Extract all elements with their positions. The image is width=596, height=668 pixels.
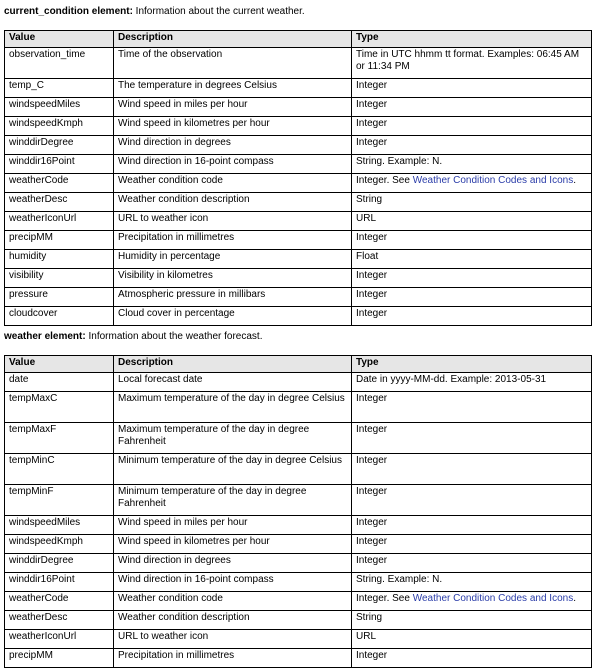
weather-heading [4,331,262,343]
type-cell-text: Integer [356,99,388,110]
type-cell [352,79,592,98]
table-row [5,592,592,611]
description-cell [114,193,352,212]
type-cell-text: Integer [356,137,388,148]
description-cell-text: Visibility in kilometres [118,270,213,281]
type-cell [352,630,592,649]
value-cell [5,155,114,174]
description-cell [114,250,352,269]
description-cell [114,269,352,288]
current-condition-table [4,30,592,326]
weather-codes-link[interactable]: Weather Condition Codes and Icons [412,593,574,604]
value-cell [5,307,114,326]
description-cell [114,212,352,231]
description-cell [114,307,352,326]
description-cell-text: Wind direction in degrees [118,555,231,566]
value-cell [5,392,114,423]
column-header-type: Type [352,31,592,48]
table-row [5,307,592,326]
type-cell-suffix: . [573,593,576,604]
value-cell-text: temp_C [9,80,45,91]
value-cell-text: tempMinF [9,486,54,497]
description-cell [114,174,352,193]
type-cell [352,155,592,174]
value-cell [5,592,114,611]
description-cell [114,649,352,668]
description-cell-text: Weather condition code [118,593,223,604]
value-cell [5,231,114,250]
value-cell [5,535,114,554]
value-cell-text: tempMinC [9,455,55,466]
type-cell [352,485,592,516]
type-cell [352,307,592,326]
value-cell [5,250,114,269]
description-cell-text: Humidity in percentage [118,251,221,262]
description-cell-text: Local forecast date [118,374,203,385]
table-row [5,649,592,668]
value-cell [5,485,114,516]
value-cell-text: date [9,374,29,385]
type-cell-text: Integer [356,308,388,319]
type-cell [352,117,592,136]
description-cell [114,98,352,117]
column-header-description: Description [114,356,352,373]
table-row [5,117,592,136]
value-cell [5,573,114,592]
value-cell [5,117,114,136]
description-cell [114,535,352,554]
description-cell-text: Wind direction in 16-point compass [118,574,274,585]
value-cell [5,554,114,573]
type-cell [352,516,592,535]
description-cell-text: Cloud cover in percentage [118,308,235,319]
value-cell-text: weatherCode [9,175,69,186]
table-row [5,250,592,269]
current-condition-rows [5,48,592,326]
type-cell-text: Integer [356,555,388,566]
description-cell-text: Wind direction in 16-point compass [118,156,274,167]
heading-bold: weather element: [4,331,86,342]
type-cell [352,250,592,269]
type-cell [352,423,592,454]
type-cell [352,193,592,212]
description-cell-text: Wind speed in miles per hour [118,99,248,110]
value-cell-text: windspeedKmph [9,118,83,129]
type-cell-text: Date in yyyy-MM-dd. Example: 2013-05-31 [356,374,547,385]
type-cell-text: Integer. See [356,175,413,186]
table-header-row [5,356,592,373]
type-cell-text: Integer [356,650,388,661]
description-cell-text: Precipitation in millimetres [118,650,235,661]
type-cell-text: Integer [356,517,388,528]
value-cell [5,516,114,535]
heading-text: Information about the current weather. [132,6,305,17]
table-row [5,630,592,649]
description-cell-text: Time of the observation [118,49,223,60]
type-cell-text: Integer. See [356,593,413,604]
type-cell-text: Integer [356,80,388,91]
description-cell [114,117,352,136]
type-cell [352,373,592,392]
type-cell-text: Integer [356,270,388,281]
description-cell-text: Maximum temperature of the day in degree Celsius [118,393,345,404]
type-cell-text: URL [356,213,377,224]
type-cell-text: Integer [356,289,388,300]
table-row [5,136,592,155]
description-cell [114,288,352,307]
description-cell-text: The temperature in degrees Celsius [118,80,277,91]
description-cell [114,392,352,423]
value-cell-text: winddirDegree [9,555,74,566]
table-row [5,535,592,554]
type-cell-text: Float [356,251,379,262]
description-cell-text: Wind speed in kilometres per hour [118,536,270,547]
description-cell-text: Wind speed in kilometres per hour [118,118,270,129]
description-cell-text: Maximum temperature of the day in degree Fahrenheit [118,424,310,447]
column-header-description: Description [114,31,352,48]
value-cell-text: windspeedMiles [9,99,81,110]
table-row [5,554,592,573]
value-cell [5,48,114,79]
type-cell-text: Time in UTC hhmm tt format. Examples: 06:45 AM or 11:34 PM [356,49,580,72]
description-cell [114,630,352,649]
column-header-type: Type [352,356,592,373]
value-cell-text: precipMM [9,650,53,661]
description-cell [114,516,352,535]
value-cell-text: pressure [9,289,48,300]
description-cell [114,231,352,250]
value-cell-text: weatherCode [9,593,69,604]
description-cell [114,454,352,485]
value-cell-text: observation_time [9,49,86,60]
description-cell [114,373,352,392]
table-row [5,454,592,485]
value-cell-text: weatherIconUrl [9,213,77,224]
value-cell [5,630,114,649]
type-cell-text: Integer [356,118,388,129]
description-cell [114,485,352,516]
description-cell-text: URL to weather icon [118,213,209,224]
table-row [5,269,592,288]
description-cell [114,155,352,174]
type-cell [352,535,592,554]
description-cell-text: Atmospheric pressure in millibars [118,289,266,300]
value-cell-text: weatherIconUrl [9,631,77,642]
table-row [5,392,592,423]
value-cell-text: windspeedKmph [9,536,83,547]
type-cell [352,592,592,611]
value-cell-text: precipMM [9,232,53,243]
table-row [5,611,592,630]
value-cell-text: visibility [9,270,44,281]
heading-bold: current_condition element: [4,6,133,17]
value-cell [5,136,114,155]
description-cell [114,573,352,592]
type-cell-text: URL [356,631,377,642]
value-cell [5,174,114,193]
type-cell [352,48,592,79]
value-cell-text: windspeedMiles [9,517,81,528]
table-row [5,212,592,231]
description-cell [114,423,352,454]
value-cell-text: humidity [9,251,47,262]
table-row [5,231,592,250]
type-cell-text: String. Example: N. [356,156,443,167]
value-cell-text: tempMaxF [9,424,57,435]
type-cell-text: Integer [356,232,388,243]
value-cell-text: winddir16Point [9,156,75,167]
type-cell [352,136,592,155]
type-cell-text: Integer [356,455,388,466]
type-cell-text: String. Example: N. [356,574,443,585]
description-cell-text: Weather condition description [118,194,250,205]
type-cell [352,98,592,117]
table-row [5,79,592,98]
value-cell-text: winddir16Point [9,574,75,585]
type-cell-text: Integer [356,486,388,497]
type-cell [352,269,592,288]
value-cell [5,288,114,307]
type-cell [352,611,592,630]
table-row [5,423,592,454]
type-cell [352,231,592,250]
value-cell [5,79,114,98]
description-cell [114,554,352,573]
description-cell-text: Wind direction in degrees [118,137,231,148]
type-cell [352,554,592,573]
value-cell-text: tempMaxC [9,393,58,404]
value-cell [5,373,114,392]
description-cell-text: Wind speed in miles per hour [118,517,248,528]
value-cell-text: weatherDesc [9,612,68,623]
type-cell [352,288,592,307]
type-cell-suffix: . [573,175,576,186]
value-cell [5,212,114,231]
table-row [5,174,592,193]
weather-table [4,355,592,668]
type-cell-text: Integer [356,536,388,547]
heading-text: Information about the weather forecast. [85,331,263,342]
value-cell [5,98,114,117]
type-cell-text: String [356,612,383,623]
type-cell-text: Integer [356,393,388,404]
description-cell-text: Weather condition code [118,175,223,186]
description-cell [114,592,352,611]
value-cell [5,454,114,485]
table-row [5,485,592,516]
weather-codes-link[interactable]: Weather Condition Codes and Icons [412,175,574,186]
type-cell [352,454,592,485]
description-cell [114,136,352,155]
type-cell-text: String [356,194,383,205]
value-cell-text: weatherDesc [9,194,68,205]
table-row [5,98,592,117]
current-condition-heading [4,6,305,18]
value-cell-text: winddirDegree [9,137,74,148]
value-cell [5,611,114,630]
weather-rows [5,373,592,668]
description-cell-text: Minimum temperature of the day in degree Fahrenheit [118,486,307,509]
description-cell-text: Weather condition description [118,612,250,623]
description-cell-text: URL to weather icon [118,631,209,642]
table-row [5,573,592,592]
description-cell-text: Minimum temperature of the day in degree Celsius [118,455,342,466]
value-cell [5,649,114,668]
description-cell-text: Precipitation in millimetres [118,232,235,243]
value-cell [5,269,114,288]
description-cell [114,79,352,98]
value-cell-text: cloudcover [9,308,58,319]
type-cell [352,212,592,231]
description-cell [114,611,352,630]
table-row [5,155,592,174]
description-cell [114,48,352,79]
type-cell [352,392,592,423]
type-cell [352,649,592,668]
value-cell [5,423,114,454]
value-cell [5,193,114,212]
type-cell [352,573,592,592]
table-row [5,48,592,79]
type-cell-text: Integer [356,424,388,435]
column-header-value: Value [5,31,114,48]
table-row [5,288,592,307]
table-row [5,193,592,212]
table-row [5,373,592,392]
table-row [5,516,592,535]
type-cell [352,174,592,193]
table-header-row [5,31,592,48]
column-header-value: Value [5,356,114,373]
